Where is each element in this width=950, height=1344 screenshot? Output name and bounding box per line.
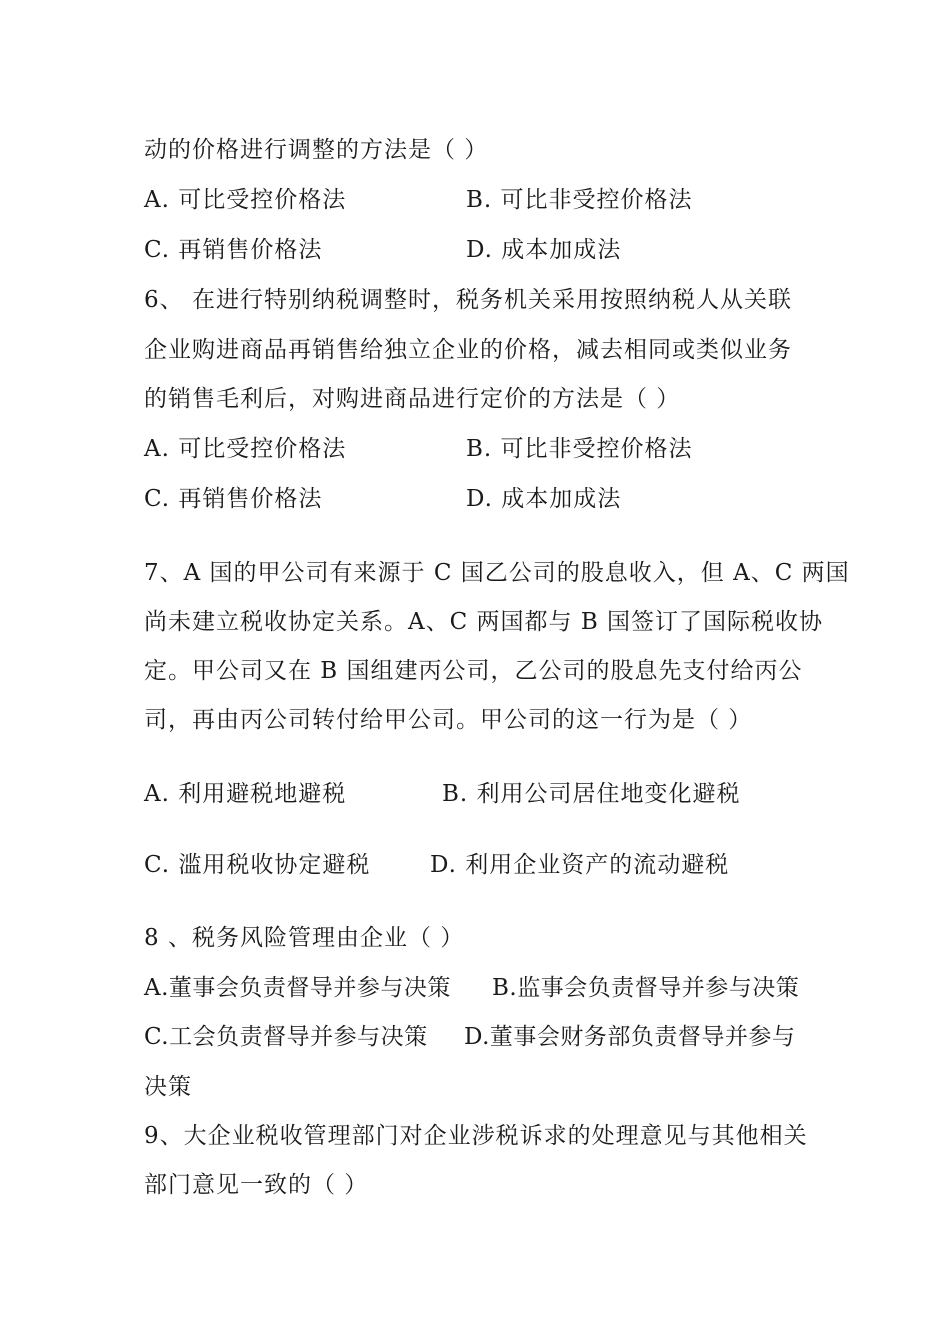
- q7-stem-line-3: 定。甲公司又在 B 国组建丙公司，乙公司的股息先支付给丙公: [144, 658, 803, 684]
- q9-stem-line-2: 部门意见一致的（ ）: [144, 1172, 369, 1198]
- q6-option-a: A. 可比受控价格法: [144, 436, 347, 462]
- q6-stem-line-1: 6、 在进行特别纳税调整时，税务机关采用按照纳税人从关联: [144, 287, 792, 313]
- q5-option-c: C. 再销售价格法: [144, 237, 323, 263]
- q7-stem-line-1: 7、A 国的甲公司有来源于 C 国乙公司的股息收入，但 A、C 两国: [144, 560, 850, 586]
- q5-option-b: B. 可比非受控价格法: [466, 187, 693, 213]
- q5-option-d: D. 成本加成法: [466, 237, 622, 263]
- q6-option-row-2: [144, 484, 622, 514]
- q6-option-c: C. 再销售价格法: [144, 486, 323, 512]
- q8-option-row-1: [144, 973, 800, 1003]
- q5-option-a: A. 可比受控价格法: [144, 187, 347, 213]
- q8-option-d-continuation: 决策: [144, 1074, 192, 1100]
- q8-option-d: D.董事会财务部负责督导并参与: [464, 1024, 796, 1050]
- q7-option-c: C. 滥用税收协定避税: [144, 852, 371, 878]
- q7-option-d: D. 利用企业资产的流动避税: [430, 852, 730, 878]
- q6-stem-line-3: 的销售毛利后，对购进商品进行定价的方法是（ ）: [144, 386, 681, 412]
- q8-option-c: C.工会负责督导并参与决策: [144, 1024, 428, 1050]
- q6-option-d: D. 成本加成法: [466, 486, 622, 512]
- q6-stem-line-2: 企业购进商品再销售给独立企业的价格，减去相同或类似业务: [144, 337, 792, 363]
- q7-option-b: B. 利用公司居住地变化避税: [442, 781, 741, 807]
- q7-option-row-1: [144, 779, 741, 809]
- q7-stem-line-2: 尚未建立税收协定关系。A、C 两国都与 B 国签订了国际税收协: [144, 609, 824, 635]
- q9-stem-line-1: 9、大企业税收管理部门对企业涉税诉求的处理意见与其他相关: [144, 1123, 808, 1149]
- q7-option-a: A. 利用避税地避税: [144, 781, 347, 807]
- q7-stem-line-4: 司，再由丙公司转付给甲公司。甲公司的这一行为是（ ）: [144, 707, 753, 733]
- q7-option-row-2: [144, 850, 730, 880]
- q5-option-row-1: [144, 185, 693, 215]
- q6-option-b: B. 可比非受控价格法: [466, 436, 693, 462]
- q8-stem: 8 、税务风险管理由企业（ ）: [144, 925, 465, 951]
- q6-option-row-1: [144, 434, 693, 464]
- q8-option-row-2: [144, 1022, 796, 1052]
- q8-option-b: B.监事会负责督导并参与决策: [492, 975, 800, 1001]
- q5-stem-tail: 动的价格进行调整的方法是（ ）: [144, 137, 489, 163]
- q8-option-a: A.董事会负责督导并参与决策: [144, 975, 451, 1001]
- q5-option-row-2: [144, 235, 622, 265]
